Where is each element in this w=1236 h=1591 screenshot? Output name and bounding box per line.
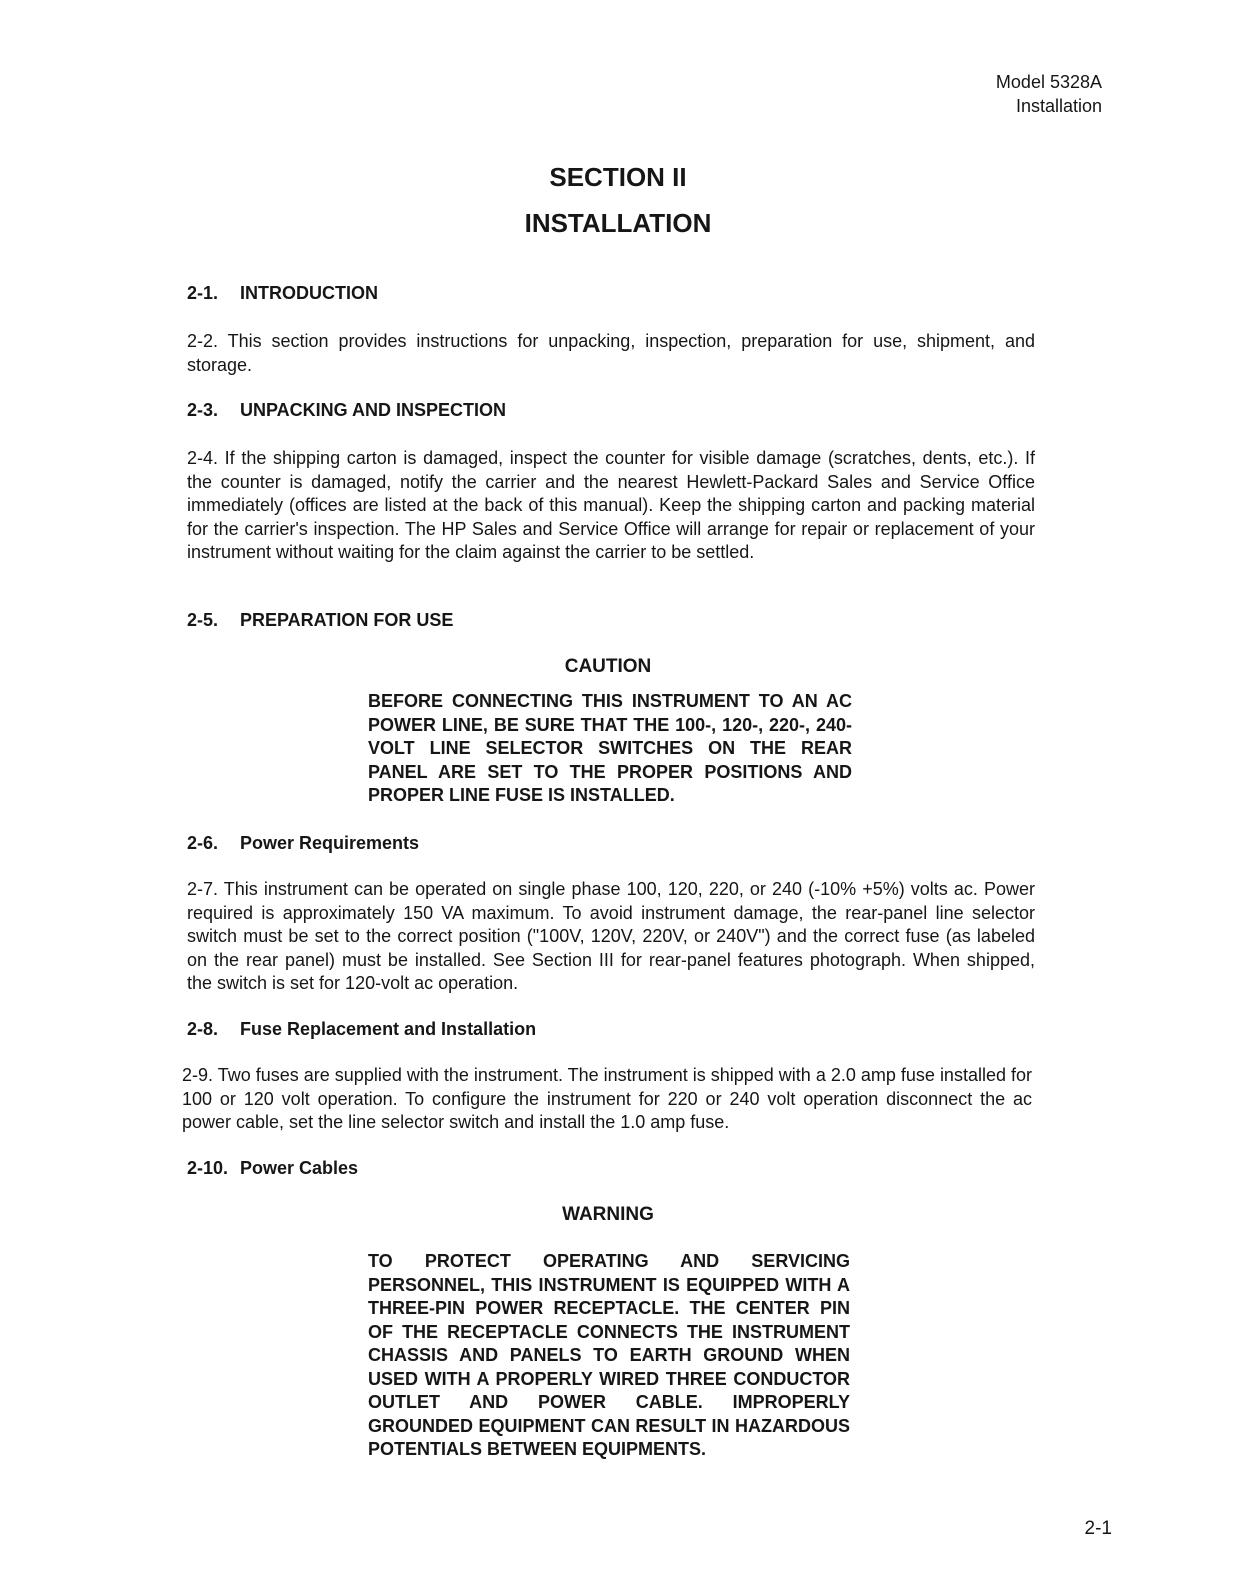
heading-number: 2-6. <box>187 833 219 853</box>
heading-2-8 <box>187 1019 536 1040</box>
warning-title: WARNING <box>562 1204 654 1225</box>
heading-2-1 <box>187 283 378 304</box>
heading-number: 2-3. <box>187 400 219 420</box>
heading-number: 2-8. <box>187 1019 219 1039</box>
heading-text: Fuse Replacement and Installation <box>240 1019 537 1039</box>
page-number: 2-1 <box>1084 1518 1112 1539</box>
model-label: Model 5328A <box>995 72 1102 92</box>
page-header <box>996 70 1102 118</box>
heading-text: UNPACKING AND INSPECTION <box>240 400 507 420</box>
heading-text: Power Requirements <box>240 833 420 853</box>
heading-text: INTRODUCTION <box>240 283 378 303</box>
chapter-label: Installation <box>1015 96 1102 116</box>
paragraph-2-2: 2-2. This section provides instructions for unpacking, inspection, preparation for use, shipment, and storage. <box>187 331 1035 375</box>
heading-text: PREPARATION FOR USE <box>240 610 454 630</box>
paragraph-2-7: 2-7. This instrument can be operated on single phase 100, 120, 220, or 240 (-10% +5%) volts ac. Power required is approximately 150 VA maximum. To avoid instrument damage, the rear-panel line selector switch must be set to the correct position ("100V, 120V, 220V, or 240V") and the correct fuse (as labeled on the rear panel) must be installed. See Section III for rear-panel features photograph. When shipped, the switch is set for 120-volt ac operation. <box>187 879 1035 993</box>
warning-text: TO PROTECT OPERATING AND SERVICING PERSONNEL, THIS INSTRUMENT IS EQUIPPED WITH A THREE-PIN POWER RECEPTACLE. THE CENTER PIN OF THE RECEPTACLE CONNECTS THE INSTRUMENT CHASSIS AND PANELS TO EARTH GROUND WHEN USED WITH A PROPERLY WIRED THREE CONDUCTOR OUTLET AND POWER CABLE. IMPROPERLY GROUNDED EQUIPMENT CAN RESULT IN HAZARDOUS POTENTIALS BETWEEN EQUIPMENTS. <box>368 1251 850 1459</box>
heading-2-5 <box>187 610 453 631</box>
heading-number: 2-1. <box>187 283 219 303</box>
heading-number: 2-10. <box>187 1158 229 1178</box>
section-number-title: SECTION II <box>549 162 687 192</box>
caution-title: CAUTION <box>564 656 652 677</box>
heading-text: Power Cables <box>240 1158 359 1178</box>
heading-2-3 <box>187 400 506 421</box>
heading-2-10 <box>187 1158 358 1179</box>
paragraph-2-9: 2-9. Two fuses are supplied with the instrument. The instrument is shipped with a 2.0 amp fuse installed for 100 or 120 volt operation. To configure the instrument for 220 or 240 volt operation disconnect the ac power cable, set the line selector switch and install the 1.0 amp fuse. <box>182 1065 1032 1132</box>
paragraph-2-4: 2-4. If the shipping carton is damaged, inspect the counter for visible damage (scratches, dents, etc.). If the counter is damaged, notify the carrier and the nearest Hewlett-Packard Sales and Service Office immediately (offices are listed at the back of this manual). Keep the shipping carton and packing material for the carrier's inspection. The HP Sales and Service Office will arrange for repair or replacement of your instrument without waiting for the claim against the carrier to be settled. <box>187 448 1035 562</box>
heading-number: 2-5. <box>187 610 219 630</box>
caution-text: BEFORE CONNECTING THIS INSTRUMENT TO AN AC POWER LINE, BE SURE THAT THE 100-, 120-, 220-, 240-VOLT LINE SELECTOR SWITCHES ON THE REAR PANEL ARE SET TO THE PROPER POSITIONS AND PROPER LINE FUSE IS INSTALLED. <box>368 691 852 805</box>
section-name-title: INSTALLATION <box>524 208 712 238</box>
heading-2-6 <box>187 833 419 854</box>
